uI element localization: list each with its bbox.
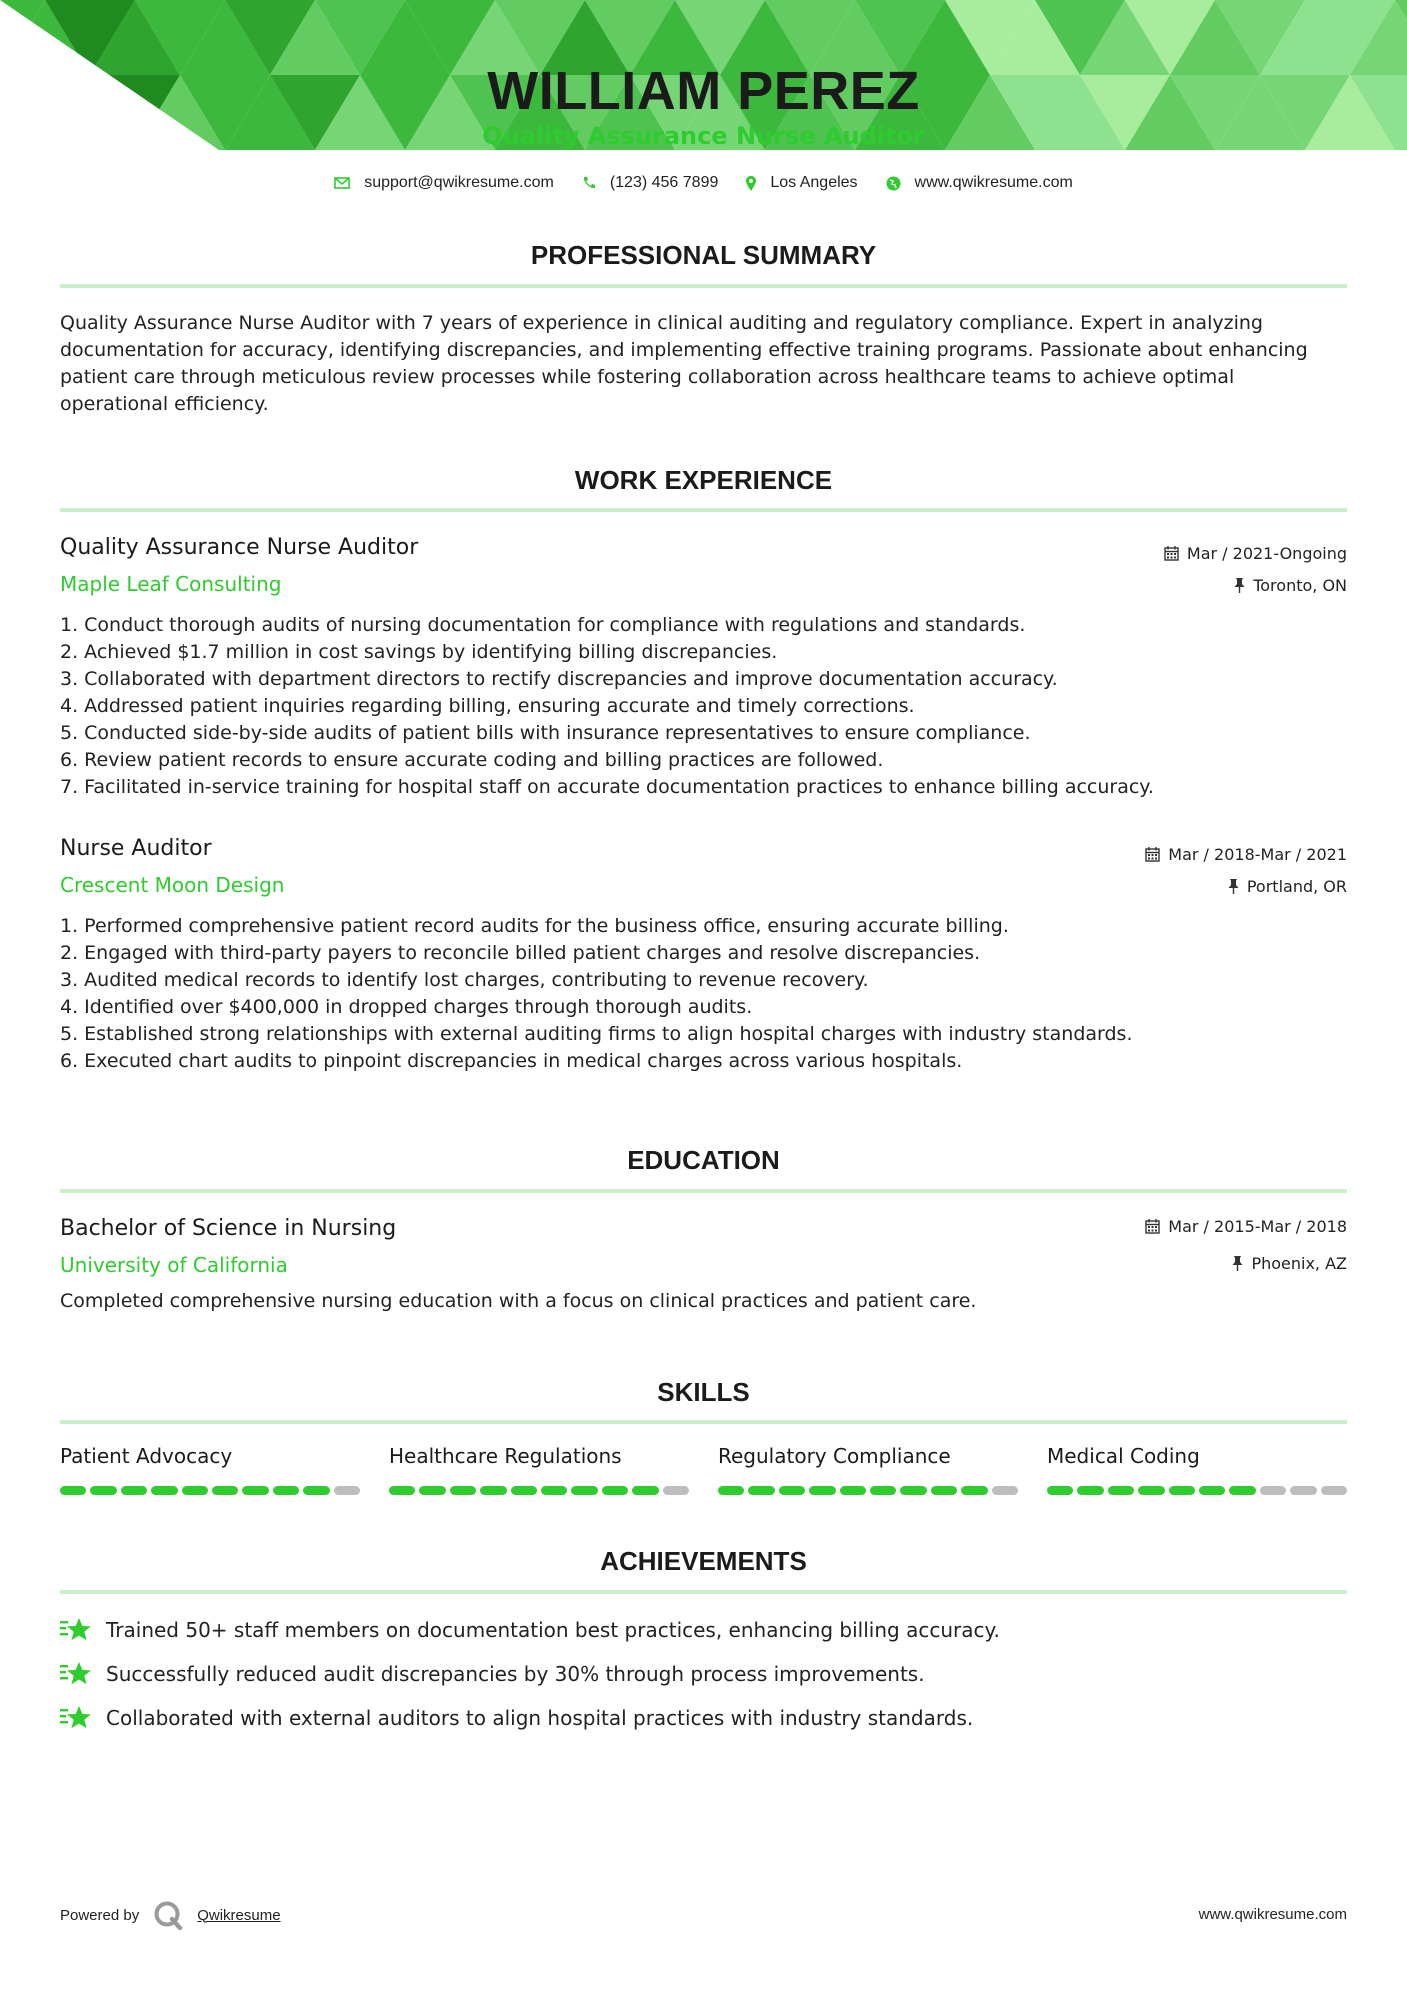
pushpin-icon xyxy=(1228,879,1239,894)
rating-dot-filled xyxy=(182,1486,208,1495)
job-dates-text: Mar / 2021-Ongoing xyxy=(1186,544,1347,563)
list-item: 3. Collaborated with department directors to rectify discrepancies and improve documentation accuracy. xyxy=(60,668,1058,690)
rating-dot-filled xyxy=(1108,1486,1134,1495)
contact-bar xyxy=(0,174,1407,192)
rating-dot-filled xyxy=(1138,1486,1164,1495)
rating-dot-filled xyxy=(303,1486,329,1495)
skill-name: Healthcare Regulations xyxy=(389,1444,622,1468)
calendar-icon xyxy=(1145,1219,1160,1234)
degree-title: Bachelor of Science in Nursing xyxy=(60,1216,397,1241)
list-item: 6. Executed chart audits to pinpoint discrepancies in medical charges across various hospitals. xyxy=(60,1050,963,1072)
rating-dot-empty xyxy=(1290,1486,1316,1495)
job-location xyxy=(1228,877,1347,896)
achievements-divider xyxy=(60,1590,1347,1594)
contact-location xyxy=(746,174,857,192)
skill-medical-coding xyxy=(1047,1444,1347,1495)
experience-divider xyxy=(60,508,1347,512)
rating-dot-filled xyxy=(1169,1486,1195,1495)
rating-dot-filled xyxy=(273,1486,299,1495)
rating-dot-filled xyxy=(419,1486,445,1495)
summary-text: Quality Assurance Nurse Auditor with 7 years of experience in clinical auditing and regulatory compliance. Expert in analyzing documentation for accuracy, identifying discrepancies, and implementing effective training programs. Passionate about enhancing patient care through meticulous review processes while fostering collaboration across healthcare teams to achieve optimal operational efficiency. xyxy=(60,312,1308,415)
rating-dot-filled xyxy=(121,1486,147,1495)
job-location-text: Toronto, ON xyxy=(1253,576,1347,595)
rating-dot-filled xyxy=(450,1486,476,1495)
achievement-text: Collaborated with external auditors to align hospital practices with industry standards. xyxy=(106,1706,974,1730)
list-item: 1. Performed comprehensive patient record audits for the business office, ensuring accurate billing. xyxy=(60,915,1009,937)
pushpin-icon xyxy=(1234,578,1245,593)
skill-regulatory-compliance xyxy=(718,1444,1018,1495)
rating-dot-filled xyxy=(1047,1486,1073,1495)
list-item: 4. Addressed patient inquiries regarding billing, ensuring accurate and timely corrections. xyxy=(60,695,915,717)
achievement-item xyxy=(60,1660,925,1688)
candidate-name: WILLIAM PEREZ xyxy=(487,61,920,121)
skill-patient-advocacy xyxy=(60,1444,360,1495)
list-item: 2. Achieved $1.7 million in cost savings by identifying billing discrepancies. xyxy=(60,641,778,663)
education-dates xyxy=(1145,1217,1347,1236)
job-duties xyxy=(60,913,1347,1075)
achievement-text: Trained 50+ staff members on documentation best practices, enhancing billing accuracy. xyxy=(106,1618,1000,1642)
footer-website[interactable]: www.qwikresume.com xyxy=(1198,1906,1347,1923)
rating-dot-filled xyxy=(1077,1486,1103,1495)
skills-heading: SKILLS xyxy=(657,1377,750,1407)
education-location xyxy=(1232,1254,1347,1273)
skill-name: Regulatory Compliance xyxy=(718,1444,951,1468)
rating-dot-filled xyxy=(212,1486,238,1495)
location-text: Los Angeles xyxy=(770,174,858,191)
skill-rating xyxy=(60,1486,360,1495)
map-pin-icon xyxy=(746,176,756,191)
rating-dot-empty xyxy=(1260,1486,1286,1495)
skill-rating xyxy=(1047,1486,1347,1495)
calendar-icon xyxy=(1145,847,1160,862)
job-location-text: Portland, OR xyxy=(1246,877,1347,896)
rating-dot-filled xyxy=(718,1486,744,1495)
candidate-title: Quality Assurance Nurse Auditor xyxy=(482,122,925,150)
email-text: support@qwikresume.com xyxy=(364,174,554,191)
skill-rating xyxy=(389,1486,689,1495)
job-dates-text: Mar / 2018-Mar / 2021 xyxy=(1168,845,1347,864)
rating-dot-filled xyxy=(571,1486,597,1495)
contact-phone[interactable] xyxy=(582,174,719,192)
list-item: 2. Engaged with third-party payers to reconcile billed patient charges and resolve discrepancies. xyxy=(60,942,981,964)
rating-dot-filled xyxy=(900,1486,926,1495)
job-dates xyxy=(1145,845,1347,864)
job-title: Quality Assurance Nurse Auditor xyxy=(60,535,419,560)
education-description: Completed comprehensive nursing education with a focus on clinical practices and patient care. xyxy=(60,1290,977,1312)
star-icon xyxy=(60,1616,92,1644)
phone-text: (123) 456 7899 xyxy=(609,174,719,191)
achievement-item xyxy=(60,1616,1000,1644)
rating-dot-filled xyxy=(541,1486,567,1495)
rating-dot-filled xyxy=(809,1486,835,1495)
school-name: University of California xyxy=(60,1253,288,1277)
rating-dot-filled xyxy=(389,1486,415,1495)
rating-dot-filled xyxy=(602,1486,628,1495)
achievement-item xyxy=(60,1704,973,1732)
powered-by-label: Powered by xyxy=(60,1906,140,1924)
skill-healthcare-regulations xyxy=(389,1444,689,1495)
achievement-text: Successfully reduced audit discrepancies by 30% through process improvements. xyxy=(106,1662,925,1686)
achievements-heading: ACHIEVEMENTS xyxy=(600,1546,807,1576)
summary-divider xyxy=(60,284,1347,288)
rating-dot-filled xyxy=(511,1486,537,1495)
experience-heading: WORK EXPERIENCE xyxy=(574,465,833,495)
list-item: 5. Conducted side-by-side audits of patient bills with insurance representatives to ensure compliance. xyxy=(60,722,1031,744)
rating-dot-filled xyxy=(748,1486,774,1495)
skill-name: Patient Advocacy xyxy=(60,1444,233,1468)
envelope-icon xyxy=(334,177,350,189)
education-divider xyxy=(60,1189,1347,1193)
list-item: 5. Established strong relationships with external auditing firms to align hospital charges with industry standards. xyxy=(60,1023,1133,1045)
contact-website[interactable] xyxy=(886,174,1073,192)
star-icon xyxy=(60,1660,92,1688)
globe-icon xyxy=(886,176,901,191)
rating-dot-filled xyxy=(151,1486,177,1495)
job-title: Nurse Auditor xyxy=(60,836,212,861)
website-text: www.qwikresume.com xyxy=(914,174,1073,191)
star-icon xyxy=(60,1704,92,1732)
list-item: 7. Facilitated in-service training for hospital staff on accurate documentation practices to enhance billing accuracy. xyxy=(60,776,1154,798)
skill-rating xyxy=(718,1486,1018,1495)
education-location-text: Phoenix, AZ xyxy=(1251,1254,1347,1273)
skills-divider xyxy=(60,1420,1347,1424)
company-name: Crescent Moon Design xyxy=(60,873,285,897)
calendar-icon xyxy=(1164,546,1179,561)
rating-dot-empty xyxy=(663,1486,689,1495)
rating-dot-filled xyxy=(90,1486,116,1495)
education-heading: EDUCATION xyxy=(627,1145,780,1175)
list-item: 3. Audited medical records to identify lost charges, contributing to revenue recovery. xyxy=(60,969,869,991)
rating-dot-filled xyxy=(242,1486,268,1495)
summary-heading: PROFESSIONAL SUMMARY xyxy=(530,240,877,270)
rating-dot-filled xyxy=(60,1486,86,1495)
rating-dot-filled xyxy=(632,1486,658,1495)
skill-name: Medical Coding xyxy=(1047,1444,1200,1468)
education-dates-text: Mar / 2015-Mar / 2018 xyxy=(1168,1217,1347,1236)
pushpin-icon xyxy=(1232,1256,1243,1271)
rating-dot-filled xyxy=(870,1486,896,1495)
job-dates xyxy=(1164,544,1347,563)
job-duties xyxy=(60,612,1347,801)
rating-dot-empty xyxy=(334,1486,360,1495)
rating-dot-empty xyxy=(992,1486,1018,1495)
rating-dot-filled xyxy=(1199,1486,1225,1495)
footer-powered-by xyxy=(60,1900,281,1930)
rating-dot-filled xyxy=(480,1486,506,1495)
rating-dot-filled xyxy=(931,1486,957,1495)
list-item: 1. Conduct thorough audits of nursing documentation for compliance with regulations and standards. xyxy=(60,614,1026,636)
rating-dot-filled xyxy=(961,1486,987,1495)
company-name: Maple Leaf Consulting xyxy=(60,572,282,596)
job-location xyxy=(1234,576,1347,595)
qwikresume-link[interactable]: Qwikresume xyxy=(197,1906,281,1924)
rating-dot-filled xyxy=(1229,1486,1255,1495)
rating-dot-filled xyxy=(779,1486,805,1495)
rating-dot-filled xyxy=(840,1486,866,1495)
contact-email[interactable] xyxy=(334,174,554,192)
list-item: 6. Review patient records to ensure accurate coding and billing practices are followed. xyxy=(60,749,884,771)
rating-dot-empty xyxy=(1321,1486,1347,1495)
phone-icon xyxy=(582,176,596,190)
list-item: 4. Identified over $400,000 in dropped charges through thorough audits. xyxy=(60,996,753,1018)
qwikresume-logo-icon xyxy=(153,1900,183,1930)
